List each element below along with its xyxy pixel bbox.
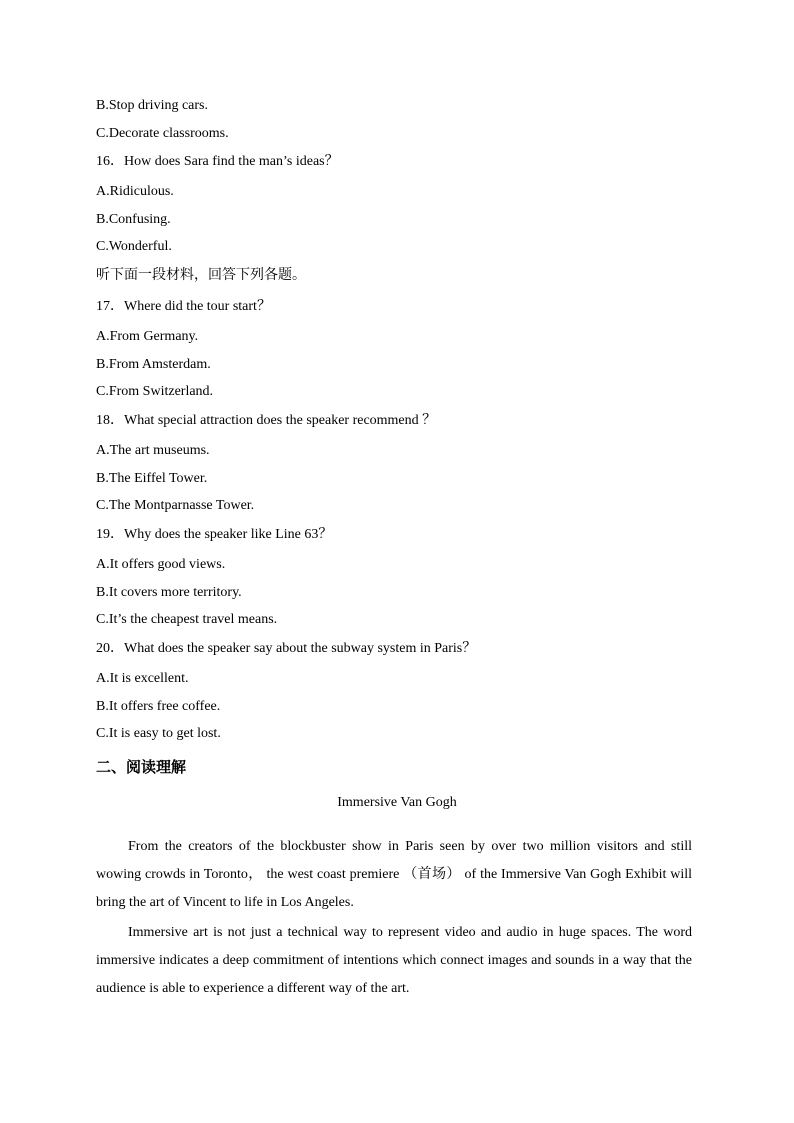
listening-instruction: 听下面一段材料，回答下列各题。 — [96, 267, 306, 283]
q20-option-b: B.It offers free coffee. — [96, 699, 221, 714]
q16-option-b: B.Confusing. — [96, 212, 171, 227]
q16-option-a: A.Ridiculous. — [96, 184, 174, 199]
q20-question: 20．What does the speaker say about the subway system in Paris？ — [96, 641, 477, 656]
q18-option-a: A.The art museums. — [96, 443, 210, 458]
q20-option-c: C.It is easy to get lost. — [96, 726, 221, 741]
q19-option-b: B.It covers more territory. — [96, 585, 242, 600]
q19-option-c: C.It’s the cheapest travel means. — [96, 612, 278, 627]
article-paragraph-1-text: From the creators of the blockbuster show in Paris seen by over two million visitors and still wowing crowds in Toronto， the west coast premiere （首场） of the Immersive Van Gogh Exhibit will bring the art of Vincent to life in Los Angeles. — [96, 839, 692, 910]
section-heading: 二、阅读理解 — [96, 758, 187, 776]
q18-option-c: C.The Montparnasse Tower. — [96, 498, 255, 513]
q16-option-c: C.Wonderful. — [96, 239, 172, 254]
article-paragraph-2-text: Immersive art is not just a technical way to represent video and audio in huge spaces. The word immersive indicates a deep commitment of intentions which connect images and sounds in a way that the audience is able to experience a different way of the art. — [96, 925, 692, 996]
q17-option-a: A.From Germany. — [96, 329, 199, 344]
article-paragraph-1 — [96, 833, 692, 917]
q19-option-a: A.It offers good views. — [96, 557, 226, 572]
q18-option-b: B.The Eiffel Tower. — [96, 471, 208, 486]
q15-option-b: B.Stop driving cars. — [96, 98, 208, 113]
q16-question: 16．How does Sara find the man’s ideas？ — [96, 154, 339, 169]
q19-question: 19．Why does the speaker like Line 63？ — [96, 527, 333, 542]
q18-question: 18．What special attraction does the speaker recommend ？ — [96, 413, 437, 428]
q17-question: 17．Where did the tour start？ — [96, 299, 271, 314]
article-title: Immersive Van Gogh — [337, 795, 457, 810]
q17-option-c: C.From Switzerland. — [96, 384, 214, 399]
q17-option-b: B.From Amsterdam. — [96, 357, 211, 372]
q15-option-c: C.Decorate classrooms. — [96, 126, 229, 141]
q20-option-a: A.It is excellent. — [96, 671, 189, 686]
article-paragraph-2 — [96, 919, 692, 1003]
